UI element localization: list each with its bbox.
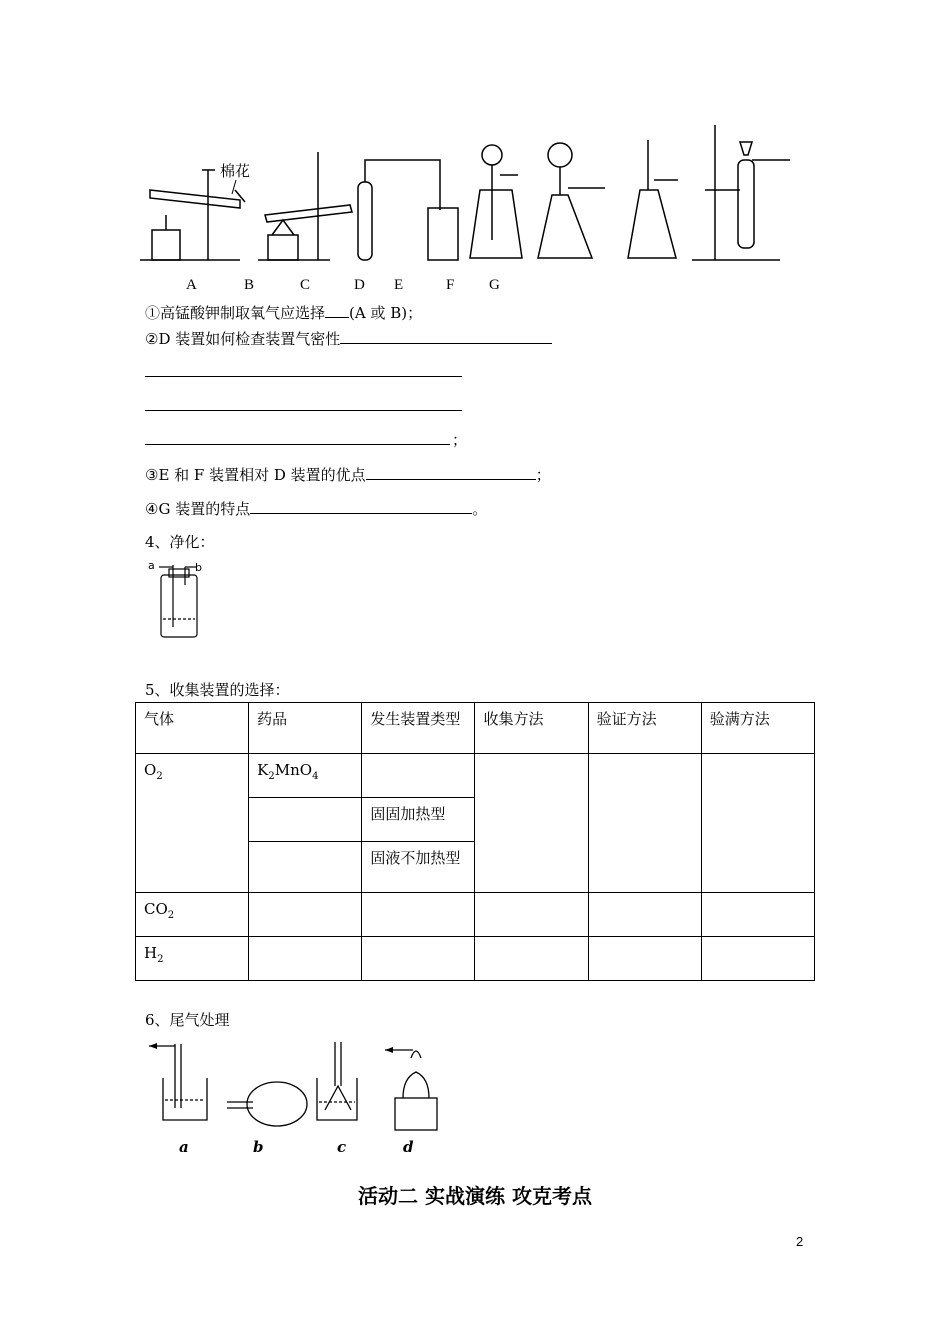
question-4: ④G 装置的特点 。 xyxy=(145,497,487,519)
device-type-cell: 固液不加热型 xyxy=(362,842,475,893)
answer-blank-2[interactable] xyxy=(340,327,552,344)
gas-cell-o2: $O_2$ xyxy=(136,754,249,893)
tail-label-c: c xyxy=(337,1138,347,1156)
table-cell[interactable] xyxy=(701,754,814,893)
table-cell[interactable] xyxy=(588,937,701,981)
activity-title: 活动二 实战演练 攻克考点 xyxy=(358,1184,592,1208)
question-2: ②D 装置如何检查装置气密性 xyxy=(145,327,552,349)
gas-wash-bottle-figure xyxy=(145,557,207,642)
tail-gas-figure xyxy=(145,1038,445,1160)
tail-label-a: a xyxy=(179,1138,189,1156)
label-a: A xyxy=(186,277,197,293)
table-cell[interactable] xyxy=(249,842,362,893)
label-f: F xyxy=(446,277,455,293)
label-e: E xyxy=(394,277,404,293)
question-1: ①高锰酸钾制取氧气应选择 (A 或 B)； xyxy=(145,301,422,323)
question-3: ③E 和 F 装置相对 D 装置的优点 ； xyxy=(145,463,551,485)
table-cell[interactable] xyxy=(249,937,362,981)
table-header-row xyxy=(136,703,815,754)
table-cell[interactable] xyxy=(588,754,701,893)
table-cell[interactable] xyxy=(249,798,362,842)
table-cell[interactable] xyxy=(475,754,588,893)
table-cell[interactable] xyxy=(588,893,701,937)
gas-cell-co2: $CO_2$ xyxy=(136,893,249,937)
table-header-cell: 收集方法 xyxy=(475,703,588,754)
answer-line[interactable] xyxy=(145,376,462,377)
answer-line[interactable] xyxy=(145,444,450,445)
gas-cell-h2: $H_2$ xyxy=(136,937,249,981)
table-cell[interactable] xyxy=(701,937,814,981)
table-header-cell: 药品 xyxy=(249,703,362,754)
table-header-cell: 验满方法 xyxy=(701,703,814,754)
table-cell[interactable] xyxy=(362,937,475,981)
table-row xyxy=(136,754,815,798)
page-number: 2 xyxy=(796,1234,804,1249)
cotton-annotation: 棉花 xyxy=(220,162,251,180)
tail-label-b: b xyxy=(253,1138,264,1156)
tail-label-d: d xyxy=(403,1138,414,1156)
table-cell[interactable] xyxy=(475,893,588,937)
table-cell[interactable] xyxy=(701,893,814,937)
apparatus-figure xyxy=(140,120,800,270)
table-row xyxy=(136,893,815,937)
table-cell[interactable] xyxy=(362,754,475,798)
table-cell[interactable] xyxy=(475,937,588,981)
section-heading: 5、收集装置的选择： xyxy=(145,681,290,699)
section-heading: 4、净化： xyxy=(145,533,215,551)
table-header-cell: 验证方法 xyxy=(588,703,701,754)
drug-cell: $K_2MnO_4$ xyxy=(249,754,362,798)
table-cell[interactable] xyxy=(362,893,475,937)
device-type-cell: 固固加热型 xyxy=(362,798,475,842)
answer-blank-1[interactable] xyxy=(325,301,349,318)
label-d: D xyxy=(354,277,365,293)
answer-blank-3[interactable] xyxy=(366,463,536,480)
section-heading: 6、尾气处理 xyxy=(145,1011,230,1029)
collection-table xyxy=(135,702,815,981)
label-c: C xyxy=(300,277,311,293)
label-g: G xyxy=(489,277,500,293)
table-header-cell: 气体 xyxy=(136,703,249,754)
table-row xyxy=(136,937,815,981)
semicolon: ； xyxy=(452,431,468,449)
bottle-label-a: a xyxy=(148,559,155,572)
bottle-label-b: b xyxy=(195,561,202,574)
label-b: B xyxy=(244,277,255,293)
answer-line[interactable] xyxy=(145,410,462,411)
answer-blank-4[interactable] xyxy=(250,497,472,514)
apparatus-labels xyxy=(0,277,950,297)
table-header-cell: 发生装置类型 xyxy=(362,703,475,754)
table-cell[interactable] xyxy=(249,893,362,937)
